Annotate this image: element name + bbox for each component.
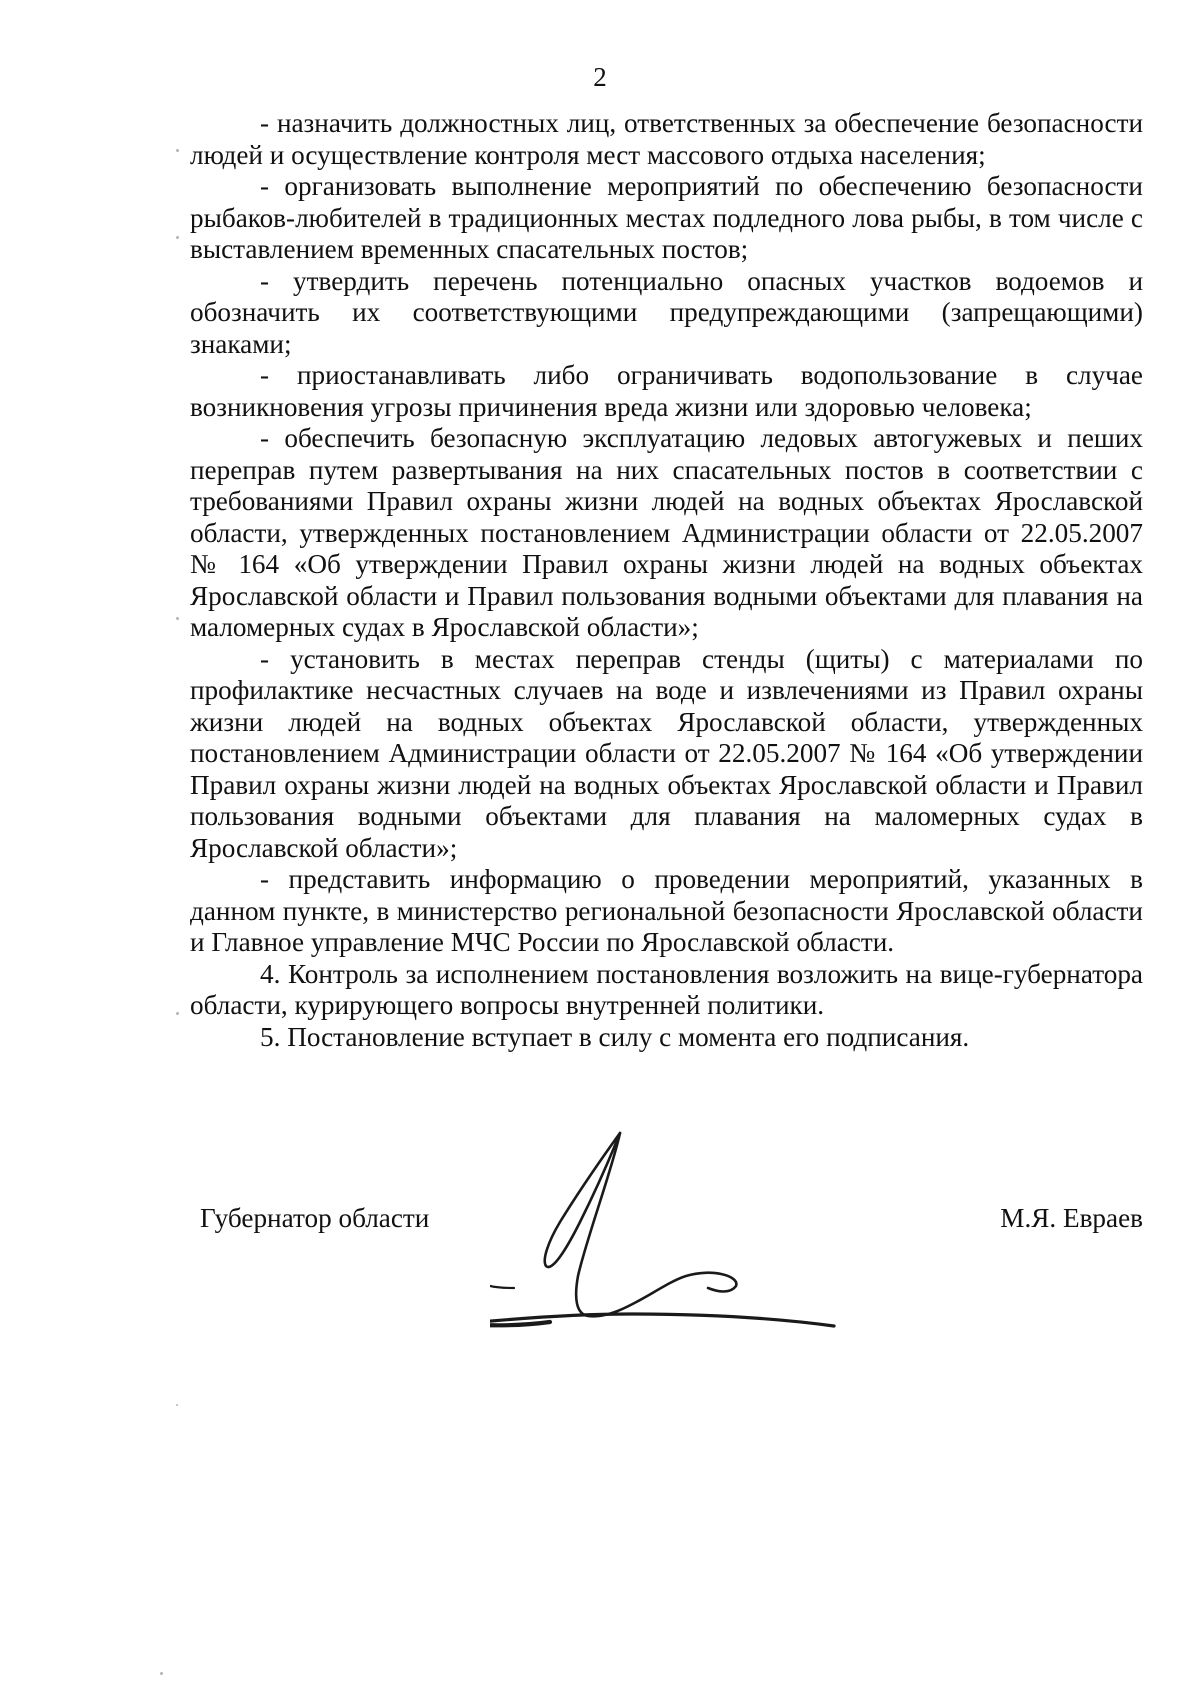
paragraph-water-use-restriction: - приостанавливать либо ограничивать водопользование в случае возникновения угрозы причинения вреда жизни или здоровью человека;	[190, 360, 1143, 422]
paragraph-item-4-control: 4. Контроль за исполнением постановления возложить на вице-губернатора области, курирующего вопросы внутренней политики.	[190, 958, 1143, 1020]
paragraph-dangerous-areas: - утвердить перечень потенциально опасных участков водоемов и обозначить их соответствующими предупреждающими (запрещающими) знаками;	[190, 265, 1143, 359]
document-body	[190, 108, 1143, 1053]
scan-speck	[176, 1404, 178, 1406]
paragraph-item-5-effective: 5. Постановление вступает в силу с момента его подписания.	[260, 1021, 970, 1052]
paragraph-fishermen-safety: - организовать выполнение мероприятий по обеспечению безопасности рыбаков-любителей в традиционных местах подледного лова рыбы, в том числе с выставлением временных спасательных постов;	[190, 171, 1143, 264]
page-number: 2	[593, 62, 607, 92]
signature-block	[0, 1100, 1200, 1360]
paragraph-assign-officials: - назначить должностных лиц, ответственных за обеспечение безопасности людей и осуществление контроля мест массового отдыха населения;	[190, 108, 1143, 170]
signer-title: Губернатор области	[200, 1203, 430, 1233]
scan-speck	[176, 149, 179, 152]
handwritten-signature-icon	[490, 1100, 910, 1340]
paragraph-report-information: - представить информацию о проведении мероприятий, указанных в данном пункте, в министерство региональной безопасности Ярославской области и Главное управление МЧС России по Ярославской области.	[190, 864, 1143, 957]
paragraph-ice-crossings: - обеспечить безопасную эксплуатацию ледовых автогужевых и пеших переправ путем развертывания на них спасательных постов в соответствии с требованиями Правил охраны жизни людей на водных объектах Ярославской области, утвержденных постановлением Администрации области от 22.05.2007 № 164 «Об утверждении Правил охраны жизни людей на водных объектах Ярославской области и Правил пользования водными объектами для плавания на маломерных судах в Ярославской области»;	[190, 423, 1143, 642]
scan-speck	[176, 236, 179, 239]
scan-speck	[160, 1672, 163, 1675]
scan-speck	[176, 617, 179, 620]
paragraph-info-stands: - установить в местах переправ стенды (щиты) с материалами по профилактике несчастных случаев на воде и извлечениями из Правил охраны жизни людей на водных объектах Ярославской области, утвержденных постановлением Администрации области от 22.05.2007 № 164 «Об утверждении Правил охраны жизни людей на водных объектах Ярославской области и Правил пользования водными объектами для плавания на маломерных судах в Ярославской области»;	[190, 643, 1143, 863]
scan-speck	[176, 1012, 179, 1015]
signer-name: М.Я. Евраев	[1000, 1203, 1143, 1233]
